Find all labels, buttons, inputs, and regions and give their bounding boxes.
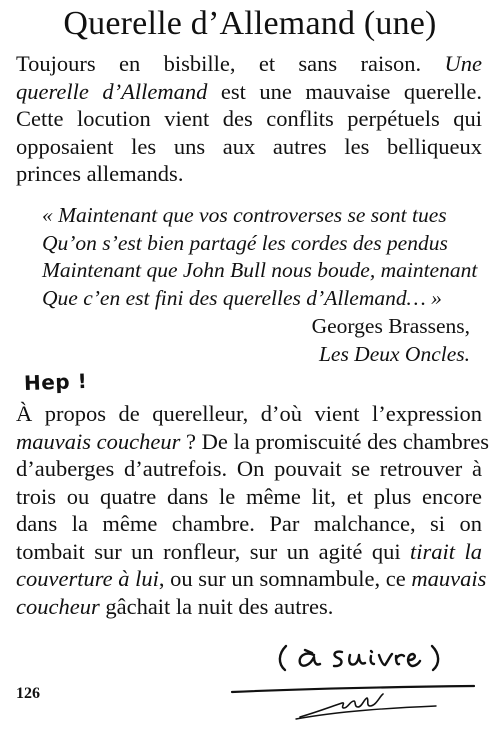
- handwritten-a-suivre: [276, 642, 446, 672]
- aside-line: [16, 483, 482, 511]
- text-run: ? De la promiscuité des chambres: [180, 428, 489, 454]
- quote-line: Que c’en est fini des querelles d’Allemand… »: [42, 285, 442, 310]
- italic-run: querelle d’Allemand: [16, 78, 208, 104]
- signature-flourish: [230, 681, 475, 723]
- text-run: tombait sur un ronfleur, sur un agité qui: [16, 538, 411, 564]
- quote-author: Georges Brassens,: [311, 314, 470, 338]
- aside-line: [16, 593, 482, 621]
- text-run: d’auberges d’autrefois. On pouvait se retrouver à: [16, 456, 482, 481]
- aside-line: [16, 538, 482, 566]
- italic-run: couverture à lui: [16, 566, 159, 591]
- brassens-quote: [42, 202, 477, 312]
- page-number: 126: [16, 685, 40, 702]
- definition-line: [16, 78, 482, 106]
- quote-line: Qu’on s’est bien partagé les cordes des pendus: [42, 230, 448, 255]
- entry-title: Querelle d’Allemand (une): [63, 5, 437, 42]
- definition-line: princes allemands.: [16, 161, 184, 186]
- quote-attribution: [312, 313, 470, 368]
- text-run: gâchait la nuit des autres.: [99, 593, 334, 619]
- italic-run: mauvais: [411, 566, 487, 591]
- aside-line: [16, 510, 482, 538]
- italic-run: Une: [444, 51, 482, 76]
- aside-line: [16, 428, 489, 456]
- definition-paragraph: [16, 50, 482, 188]
- italic-run: mauvais coucheur: [16, 428, 181, 454]
- quote-line: Maintenant que John Bull nous boude, maintenant: [42, 258, 478, 282]
- text-run: À propos de querelleur, d’où vient l’expression: [16, 401, 482, 426]
- text-run: Toujours en bisbille, et sans raison.: [16, 51, 445, 76]
- aside-paragraph: [16, 400, 489, 620]
- text-run: est une mauvaise querelle.: [207, 78, 483, 104]
- text-run: trois ou quatre dans le même lit, et plus encore: [16, 483, 482, 509]
- italic-run: coucheur: [16, 593, 100, 619]
- quote-work: Les Deux Oncles.: [318, 341, 470, 366]
- text-run: , ou sur un somnambule, ce: [158, 566, 412, 591]
- italic-run: tirait la: [410, 538, 482, 564]
- definition-line: opposaient les uns aux autres les belliqueux: [16, 133, 482, 159]
- aside-line: [16, 565, 487, 593]
- aside-line: [16, 455, 482, 483]
- definition-line: Cette locution vient des conflits perpétuels qui: [16, 106, 482, 131]
- hep-heading: Hep !: [23, 368, 88, 396]
- definition-line: [16, 50, 482, 78]
- text-run: dans la même chambre. Par malchance, si on: [16, 511, 482, 536]
- aside-line: [16, 400, 482, 428]
- quote-line: « Maintenant que vos controverses se sont tues: [42, 203, 447, 227]
